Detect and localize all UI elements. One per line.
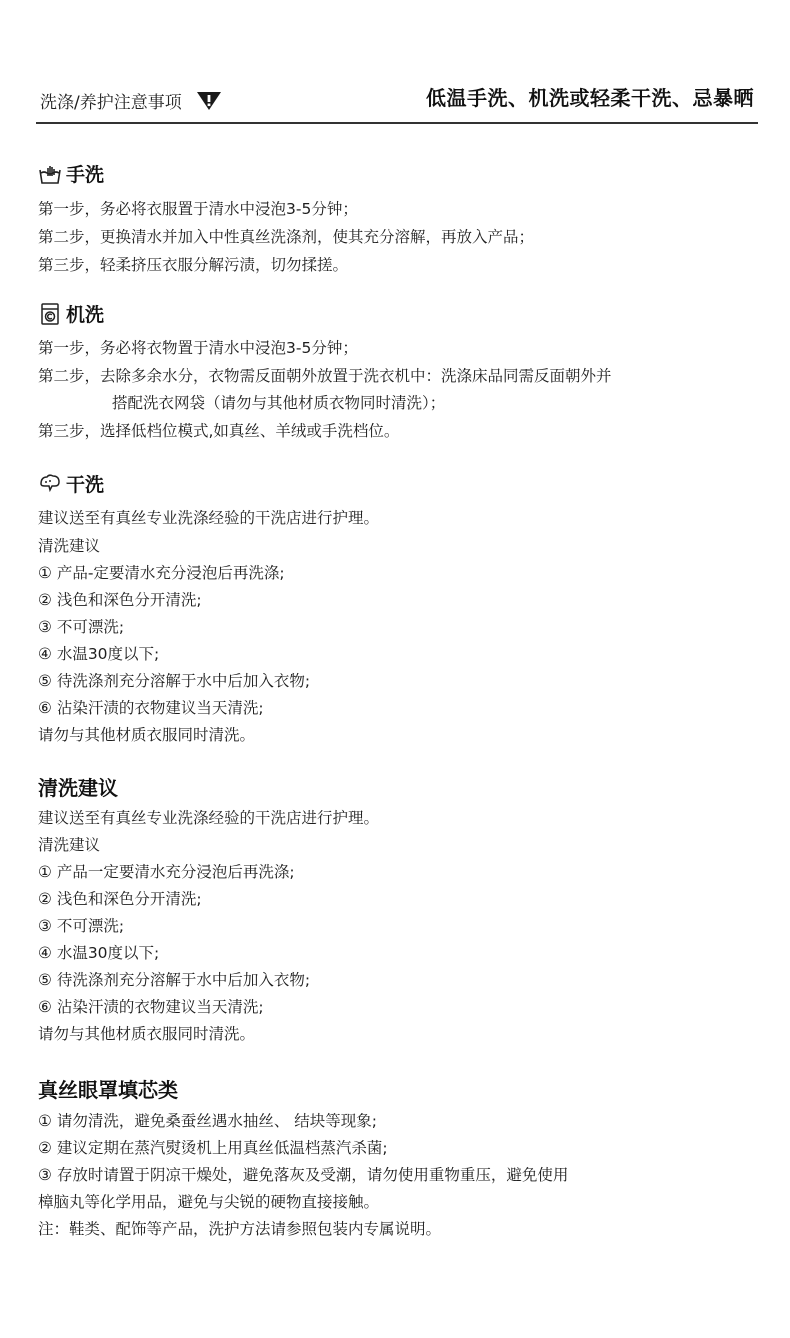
cleaning-advice-line: 清洗建议 [38,836,101,854]
hand-wash-title: 手洗 [66,164,105,186]
dry-clean-icon [38,472,62,496]
eye-mask-line: ② 建议定期在蒸汽熨烫机上用真丝低温档蒸汽杀菌; [38,1139,388,1157]
dry-clean-line: 请勿与其他材质衣服同时清洗。 [38,726,256,744]
care-summary: 低温手洗、机洗或轻柔干洗、忌暴晒 [426,86,754,110]
machine-wash-heading [38,300,104,327]
care-instructions-label: 洗涤/养护注意事项 [40,93,182,113]
hand-wash-line: 第三步，轻柔挤压衣服分解污渍，切勿揉搓。 [38,256,349,274]
cleaning-advice-line: ⑤ 待洗涤剂充分溶解于水中后加入衣物; [38,971,311,989]
care-header-left [40,88,222,113]
machine-wash-title: 机洗 [66,304,105,326]
eye-mask-heading: 真丝眼罩填芯类 [38,1078,178,1102]
dry-clean-heading [38,470,104,497]
eye-mask-line: 樟脑丸等化学用品，避免与尖锐的硬物直接接触。 [38,1193,380,1211]
dry-clean-title: 干洗 [66,474,105,496]
dry-clean-line: ④ 水温30度以下; [38,645,160,663]
cleaning-advice-line: 请勿与其他材质衣服同时清洗。 [38,1025,256,1043]
cleaning-advice-line: ② 浅色和深色分开清洗; [38,890,202,908]
dry-clean-line: ⑥ 沾染汗渍的衣物建议当天清洗; [38,699,264,717]
cleaning-advice-line: ④ 水温30度以下; [38,944,160,962]
dry-clean-line: ③ 不可漂洗; [38,618,125,636]
eye-mask-note: 注：鞋类、配饰等产品，洗护方法请参照包装内专属说明。 [38,1220,442,1238]
cleaning-advice-heading: 清洗建议 [38,776,118,800]
dry-clean-line: 建议送至有真丝专业洗涤经验的干洗店进行护理。 [38,509,380,527]
hand-wash-heading [38,160,104,187]
hand-wash-icon [38,162,62,186]
machine-wash-line: 第三步，选择低档位模式,如真丝、羊绒或手洗档位。 [38,422,400,440]
dry-clean-line: ① 产品-定要清水充分浸泡后再洗涤; [38,564,285,582]
cleaning-advice-line: ① 产品一定要清水充分浸泡后再洗涤; [38,863,295,881]
eye-mask-line: ① 请勿清洗，避免桑蚕丝遇水抽丝、 结块等现象; [38,1112,377,1130]
cleaning-advice-line: ③ 不可漂洗; [38,917,125,935]
hand-wash-line: 第一步，务必将衣服置于清水中浸泡3-5分钟； [38,200,358,218]
dry-clean-line: 清洗建议 [38,537,101,555]
machine-wash-line: 第二步，去除多余水分，衣物需反面朝外放置于洗衣机中：洗涤床品同需反面朝外并 [38,367,612,385]
cleaning-advice-line: ⑥ 沾染汗渍的衣物建议当天清洗; [38,998,264,1016]
warning-triangle-icon [196,91,222,111]
machine-wash-line: 第一步，务必将衣物置于清水中浸泡3-5分钟； [38,339,358,357]
dry-clean-line: ⑤ 待洗涤剂充分溶解于水中后加入衣物; [38,672,311,690]
dry-clean-line: ② 浅色和深色分开清洗; [38,591,202,609]
care-header [36,78,758,124]
cleaning-advice-line: 建议送至有真丝专业洗涤经验的干洗店进行护理。 [38,809,380,827]
hand-wash-line: 第二步，更换清水并加入中性真丝洗涤剂，使其充分溶解，再放入产品； [38,228,535,246]
machine-wash-line: 搭配洗衣网袋（请勿与其他材质衣物同时清洗）； [112,394,446,412]
eye-mask-line: ③ 存放时请置于阴凉干燥处，避免落灰及受潮，请勿使用重物重压，避免使用 [38,1166,569,1184]
washing-machine-icon [38,302,62,326]
